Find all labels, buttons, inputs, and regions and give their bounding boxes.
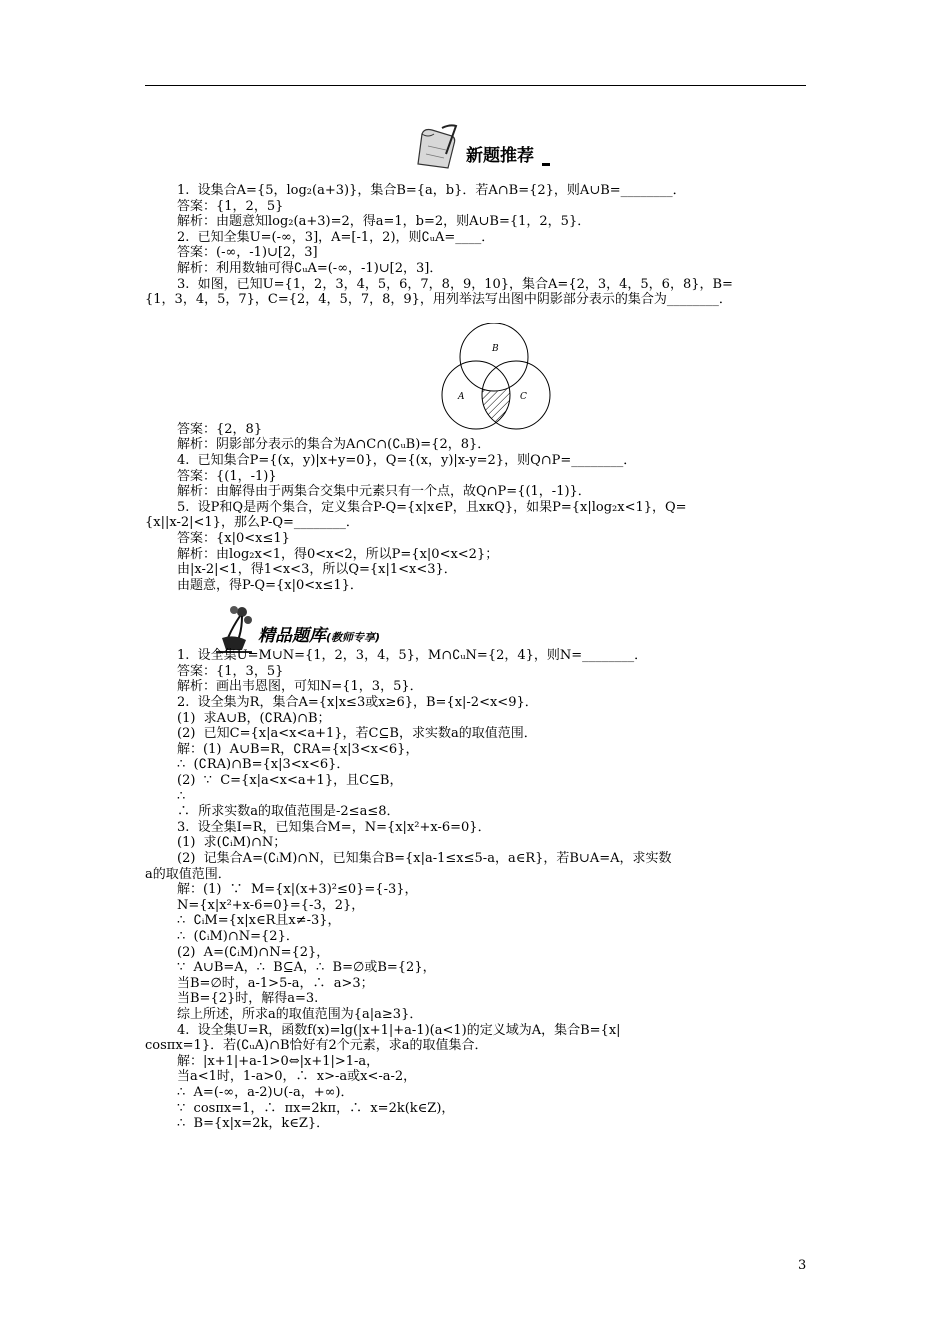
text-line: 解析：利用数轴可得∁ᵤA=(-∞，-1)∪[2，3]． [177,260,443,276]
venn-spacer [145,308,810,422]
text-line: 5. 设P和Q是两个集合，定义集合P-Q={x|x∈P，且xкQ}，如果P={x|log₂x<1}，Q= [177,499,687,515]
text-line: 答案：{x|0<x≤1} [177,530,290,546]
text-line: 解：(1) A∪B=R，∁RA={x|3<x<6}， [177,741,419,757]
text-line: 3. 设全集I=R，已知集合M=，N={x|x²+x-6=0}． [177,819,491,835]
text-line: (1) 求A∪B，(∁RA)∩B； [177,710,331,726]
text-line: (2) A=(∁ᵢM)∩N={2}， [177,944,330,960]
text-line: 答案：(-∞，-1)∪[2，3] [177,245,318,261]
section-banner-new-problems [412,124,550,172]
banner-spacer [145,593,810,648]
venn-label-b: B [492,344,499,354]
section-title: 精品题库 [258,626,326,646]
text-line: (1) 求(∁ᵢM)∩N； [177,835,287,851]
text-line: ∴ 所求实数a的取值范围是-2≤a≤8． [177,804,400,820]
text-line: (2) 已知C={x|a<x<a+1}，若C⊆B，求实数a的取值范围． [177,726,537,742]
text-line: {x||x-2|<1}，那么P-Q=________． [145,515,359,531]
text-line: 当B=∅时，a-1>5-a，∴ a>3； [177,975,374,991]
text-line: 解析：阴影部分表示的集合为A∩C∩(∁ᵤB)={2，8}． [177,437,491,453]
section-subtitle: (教师专享) [326,631,381,644]
text-line: (2) 记集合A=(∁ᵢM)∩N，已知集合B={x|a-1≤x≤5-a，a∈R}，若B∪A=A，求实数 [177,851,672,866]
text-line: 1. 设全集U=M∪N={1，2，3，4，5}，M∩∁ᵤN={2，4}，则N=________． [177,648,648,664]
text-line: 解析：由log₂x<1，得0<x<2，所以P={x|0<x<2}； [177,546,499,562]
text-line: 解析：画出韦恩图，可知N={1，3，5}． [177,679,423,695]
text-line: ∴ (∁RA)∩B={x|3<x<6}． [177,757,350,773]
text-line: N={x|x²+x-6=0}={-3，2}， [177,897,365,913]
scroll-quill-icon [412,124,462,172]
text-line: a的取值范围． [145,866,231,882]
text-line: 答案：{2，8} [177,421,263,437]
page-number: 3 [798,1258,807,1273]
block-premium-bank [145,648,810,1131]
text-line: {1，3，4，5，7}，C={2，4，5，7，8，9}，用列举法写出图中阴影部分表示的集合为________． [145,292,732,308]
venn-label-a: A [458,392,465,402]
text-line: 解析：由题意知log₂(a+3)=2，得a=1，b=2，则A∪B={1，2，5}． [177,214,591,230]
text-line: (2) ∵ C={x|a<x<a+1}，且C⊆B， [177,773,403,789]
text-line: cosπx=1}．若(∁ᵤA)∩B恰好有2个元素，求a的取值集合． [145,1038,488,1054]
text-line: ∴ B={x|x=2k，k∈Z}． [177,1116,330,1132]
block-new-problems [145,183,810,593]
text-line: 4. 已知集合P={(x，y)|x+y=0}，Q={(x，y)|x-y=2}，则Q∩P=________． [177,452,637,468]
text-line: ∴ [177,788,186,804]
text-line: 解：|x+1|+a-1>0⇔|x+1|>1-a， [177,1053,380,1069]
text-line: ∵ A∪B=A，∴ B⊆A，∴ B=∅或B={2}， [177,960,436,976]
document-body [145,183,810,1132]
venn-label-c: C [520,392,527,402]
text-line: 1. 设集合A={5，log₂(a+3)}，集合B={a，b}．若A∩B={2}，则A∪B=________． [177,183,686,198]
text-line: 综上所述，所求a的取值范围为{a|a≥3}． [177,1006,423,1022]
text-line: 4. 设全集U=R，函数f(x)=lg(|x+1|+a-1)(a<1)的定义域为A，集合B={x| [177,1022,621,1038]
text-line: 当a<1时，1-a>0，∴ x>-a或x<-a-2， [177,1069,417,1085]
text-line: 3. 如图，已知U={1，2，3，4，5，6，7，8，9，10}，集合A={2，3，4，5，6，8}，B= [177,276,733,292]
text-line: 2. 已知全集U=(-∞，3]，A=[-1，2)，则∁ᵤA=____． [177,229,495,245]
text-line: ∵ cosπx=1，∴ πx=2kπ，∴ x=2k(k∈Z)， [177,1100,455,1116]
title-underscore [542,163,550,166]
text-line: ∴ (∁ᵢM)∩N={2}． [177,928,299,944]
text-line: 答案：{1，3，5} [177,663,284,679]
text-line: ∴ A=(-∞，a-2)∪(-a，+∞)． [177,1084,354,1100]
text-line: ∴ ∁ᵢM={x|x∈R且x≠-3}， [177,913,341,929]
section-title: 新题推荐 [466,146,534,166]
text-line: 由题意，得P-Q={x|0<x≤1}． [177,577,363,593]
text-line: 解：(1) ∵ M={x|(x+3)²≤0}={-3}， [177,882,418,898]
text-line: 当B={2}时，解得a=3. [177,991,319,1007]
text-line: 由|x-2|<1，得1<x<3，所以Q={x|1<x<3}． [177,562,457,578]
text-line: 解析：由解得由于两集合交集中元素只有一个点，故Q∩P={(1，-1)}． [177,484,591,500]
text-line: 答案：{1，2，5} [177,198,284,214]
text-line: 2. 设全集为R，集合A={x|x≤3或x≥6}，B={x|-2<x<9}． [177,695,538,711]
text-line: 答案：{(1，-1)} [177,468,277,484]
header-rule [145,85,806,86]
